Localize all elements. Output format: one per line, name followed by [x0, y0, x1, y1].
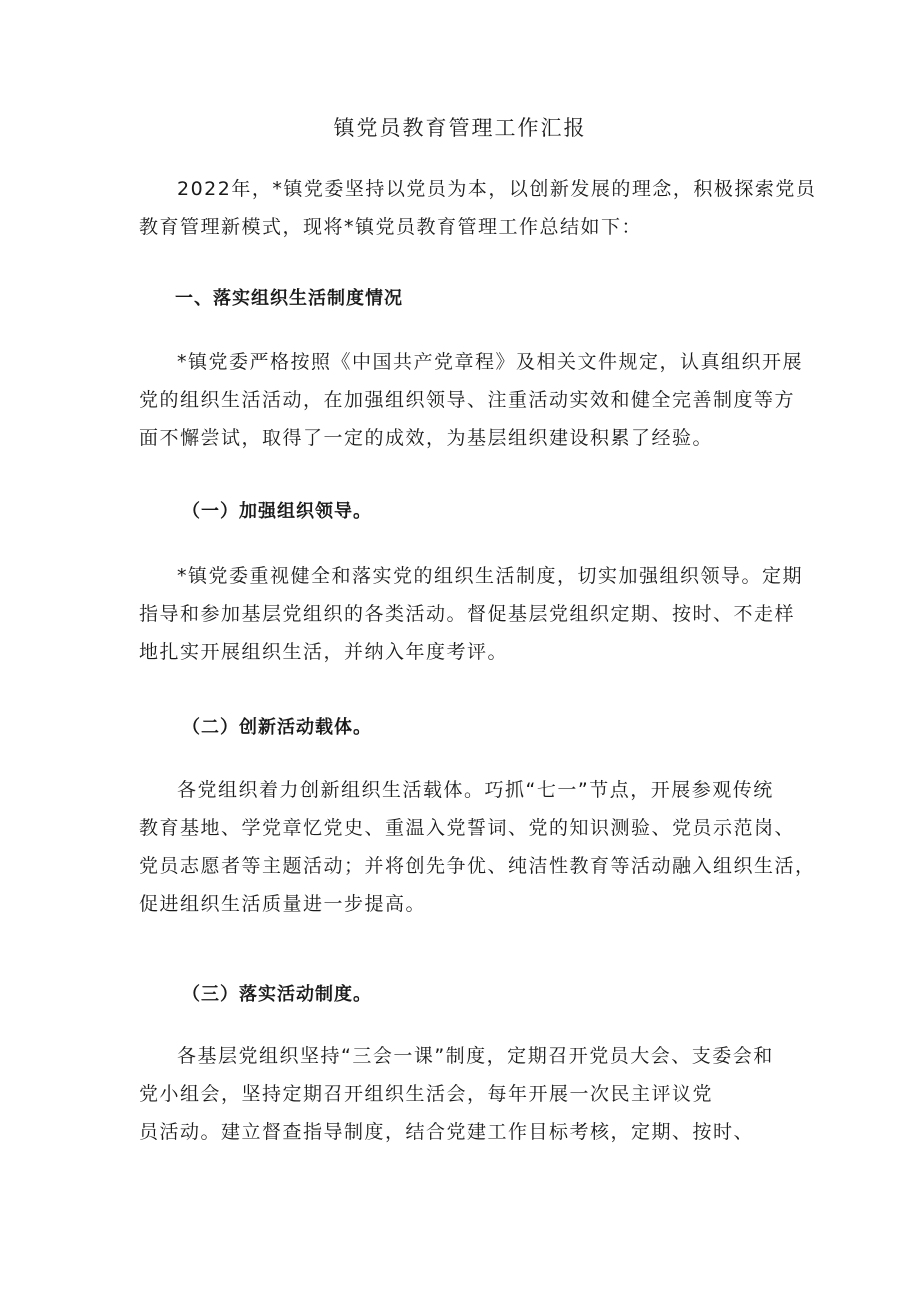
paragraph-line: 指导和参加基层党组织的各类活动。督促基层党组织定期、按时、不走样: [139, 603, 796, 625]
sub3-paragraph: [139, 1037, 799, 1151]
paragraph-line: 党的组织生活活动，在加强组织领导、注重活动实效和健全完善制度等方: [139, 389, 796, 411]
document-title: 镇党员教育管理工作汇报: [333, 116, 587, 140]
paragraph-line: *镇党委重视健全和落实党的组织生活制度，切实加强组织领导。定期: [177, 565, 804, 587]
section-heading-1: 一、落实组织生活制度情况: [175, 288, 403, 309]
subsection-heading-1: （一）加强组织领导。: [182, 501, 372, 522]
paragraph-line: 地扎实开展组织生活，并纳入年度考评。: [139, 641, 509, 663]
paragraph-line: 教育基地、学党章忆党史、重温入党誓词、党的知识测验、党员示范岗、: [139, 817, 796, 839]
paragraph-line: 2022年，*镇党委坚持以党员为本，以创新发展的理念，积极探索党员: [177, 178, 817, 200]
paragraph-line: 面不懈尝试，取得了一定的成效，为基层组织建设积累了经验。: [139, 427, 714, 449]
subsection-heading-3: （三）落实活动制度。: [182, 984, 372, 1005]
paragraph-line: 各基层党组织坚持“三会一课”制度，定期召开党员大会、支委会和: [177, 1045, 774, 1067]
sub2-paragraph: [139, 771, 816, 923]
paragraph-line: 党小组会，坚持定期召开组织生活会，每年开展一次民主评议党: [139, 1083, 714, 1105]
subsection-heading-2: （二）创新活动载体。: [182, 717, 372, 738]
paragraph-line: 各党组织着力创新组织生活载体。巧抓“七一”节点，开展参观传统: [177, 779, 774, 801]
sub1-paragraph: [139, 557, 804, 671]
paragraph-line: *镇党委严格按照《中国共产党章程》及相关文件规定，认真组织开展: [177, 351, 804, 373]
paragraph-line: 教育管理新模式，现将*镇党员教育管理工作总结如下：: [139, 216, 643, 238]
paragraph-line: 促进组织生活质量进一步提高。: [139, 893, 427, 915]
intro-paragraph: [139, 170, 817, 246]
paragraph-line: 员活动。建立督查指导制度，结合党建工作目标考核，定期、按时、: [139, 1121, 755, 1143]
section1-paragraph: [139, 343, 804, 457]
paragraph-line: 党员志愿者等主题活动；并将创先争优、纯洁性教育等活动融入组织生活，: [139, 855, 816, 877]
